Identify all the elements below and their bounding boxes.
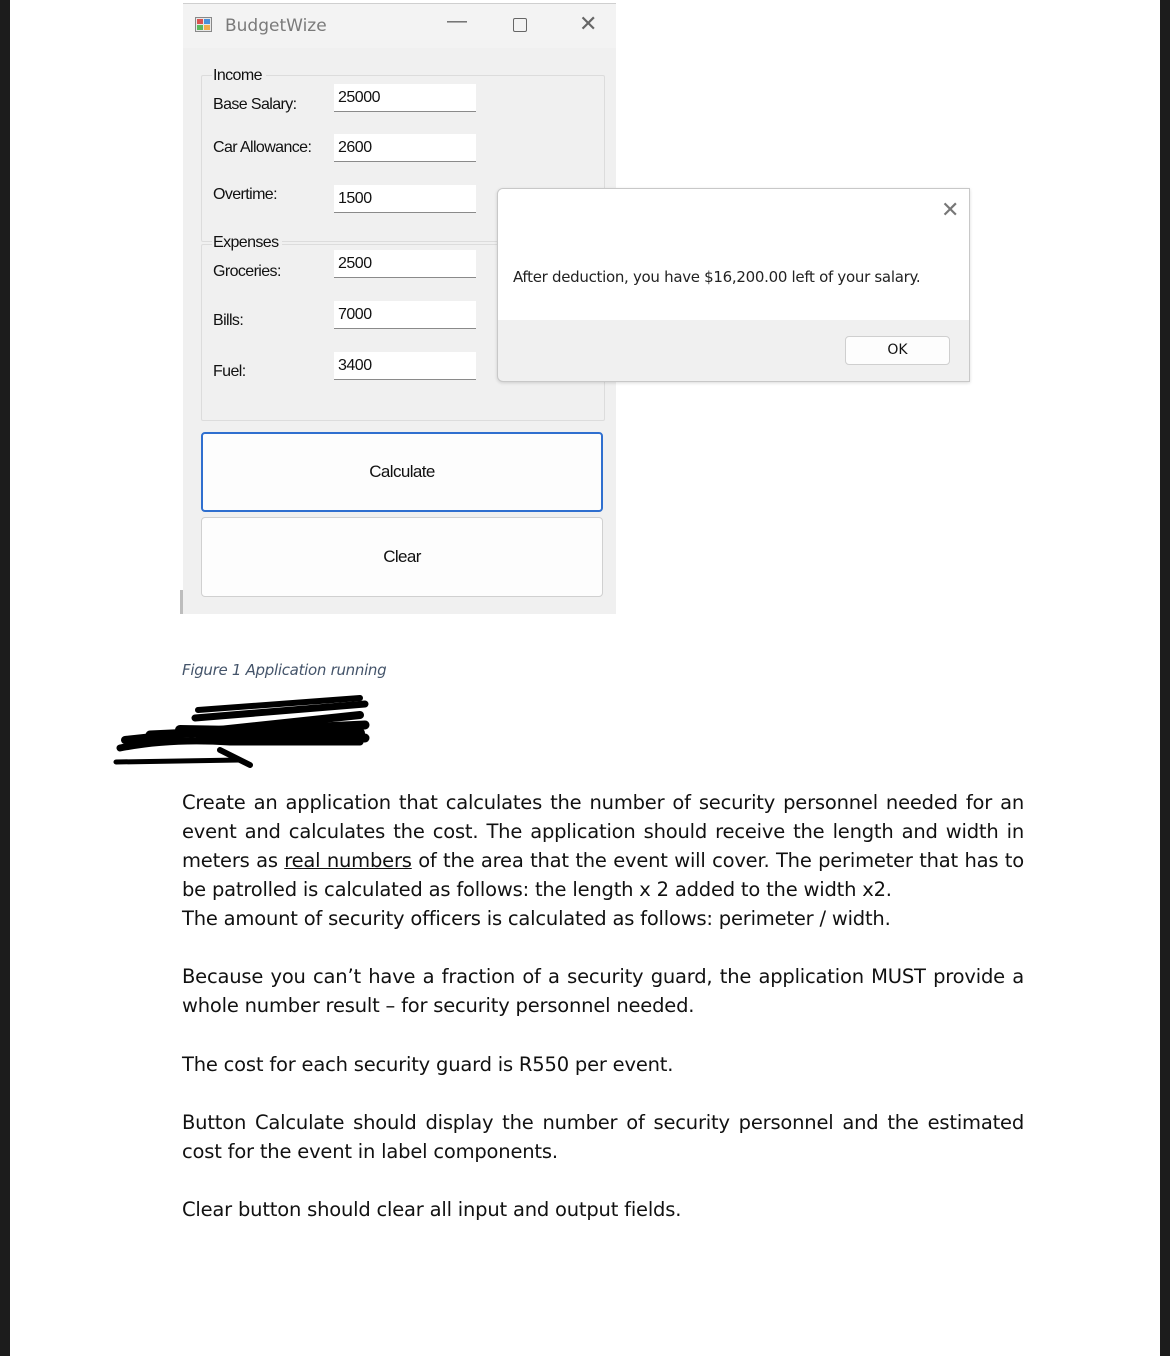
calculate-button[interactable]: Calculate — [201, 432, 603, 512]
car-allowance-input[interactable]: 2600 — [334, 134, 476, 162]
paragraph-requirements-part2: of the area that the event will cover. The perimeter that has to be patrolled is calculated as follows: the length x 2 added to the width x2. — [182, 849, 1024, 901]
income-group-title: Income — [212, 67, 266, 85]
paragraph-requirements — [182, 788, 1024, 933]
bills-input[interactable]: 7000 — [334, 301, 476, 329]
paragraph-whole-number: Because you can’t have a fraction of a security guard, the application MUST provide a whole number result – for security personnel needed. — [182, 965, 1024, 1017]
bills-label: Bills: — [213, 312, 244, 329]
clear-button[interactable]: Clear — [201, 517, 603, 597]
overtime-label: Overtime: — [213, 186, 277, 203]
window-title: BudgetWize — [225, 16, 327, 36]
app-form-icon — [195, 17, 212, 32]
paragraph-calculate-button: Button Calculate should display the number of security personnel and the estimated cost for the event in label components. — [182, 1111, 1024, 1163]
base-salary-input[interactable]: 25000 — [334, 84, 476, 112]
paragraph-cost: The cost for each security guard is R550 per event. — [182, 1053, 674, 1076]
window-edge — [180, 590, 183, 614]
ok-button[interactable]: OK — [845, 336, 950, 365]
message-box-body — [498, 189, 969, 320]
paragraph-requirements-line2: The amount of security officers is calculated as follows: perimeter / width. — [182, 907, 891, 930]
fuel-label: Fuel: — [213, 363, 246, 380]
close-button[interactable]: ✕ — [579, 11, 598, 36]
expenses-group-title: Expenses — [212, 234, 282, 252]
overtime-input[interactable]: 1500 — [334, 185, 476, 213]
paragraph-requirements-part1: Create an application that calculates the number of security personnel needed for an event and calculates the cost. The application should receive the length and width in meters as — [182, 791, 1024, 872]
groceries-input[interactable]: 2500 — [334, 250, 476, 278]
groceries-label: Groceries: — [213, 263, 281, 280]
base-salary-label: Base Salary: — [213, 96, 297, 113]
message-box-text: After deduction, you have $16,200.00 left of your salary. — [513, 268, 921, 286]
car-allowance-label: Car Allowance: — [213, 139, 312, 156]
redaction-scribble — [110, 690, 380, 780]
title-bar — [183, 4, 616, 48]
underlined-real-numbers: real numbers — [284, 849, 412, 872]
paragraph-clear-button: Clear button should clear all input and output fields. — [182, 1198, 682, 1221]
maximize-button[interactable] — [513, 18, 527, 32]
message-box-dialog — [497, 188, 970, 382]
figure-caption: Figure 1 Application running — [182, 661, 387, 679]
minimize-button[interactable]: — — [447, 10, 467, 32]
message-box-close-button[interactable]: ✕ — [941, 197, 960, 222]
fuel-input[interactable]: 3400 — [334, 352, 476, 380]
